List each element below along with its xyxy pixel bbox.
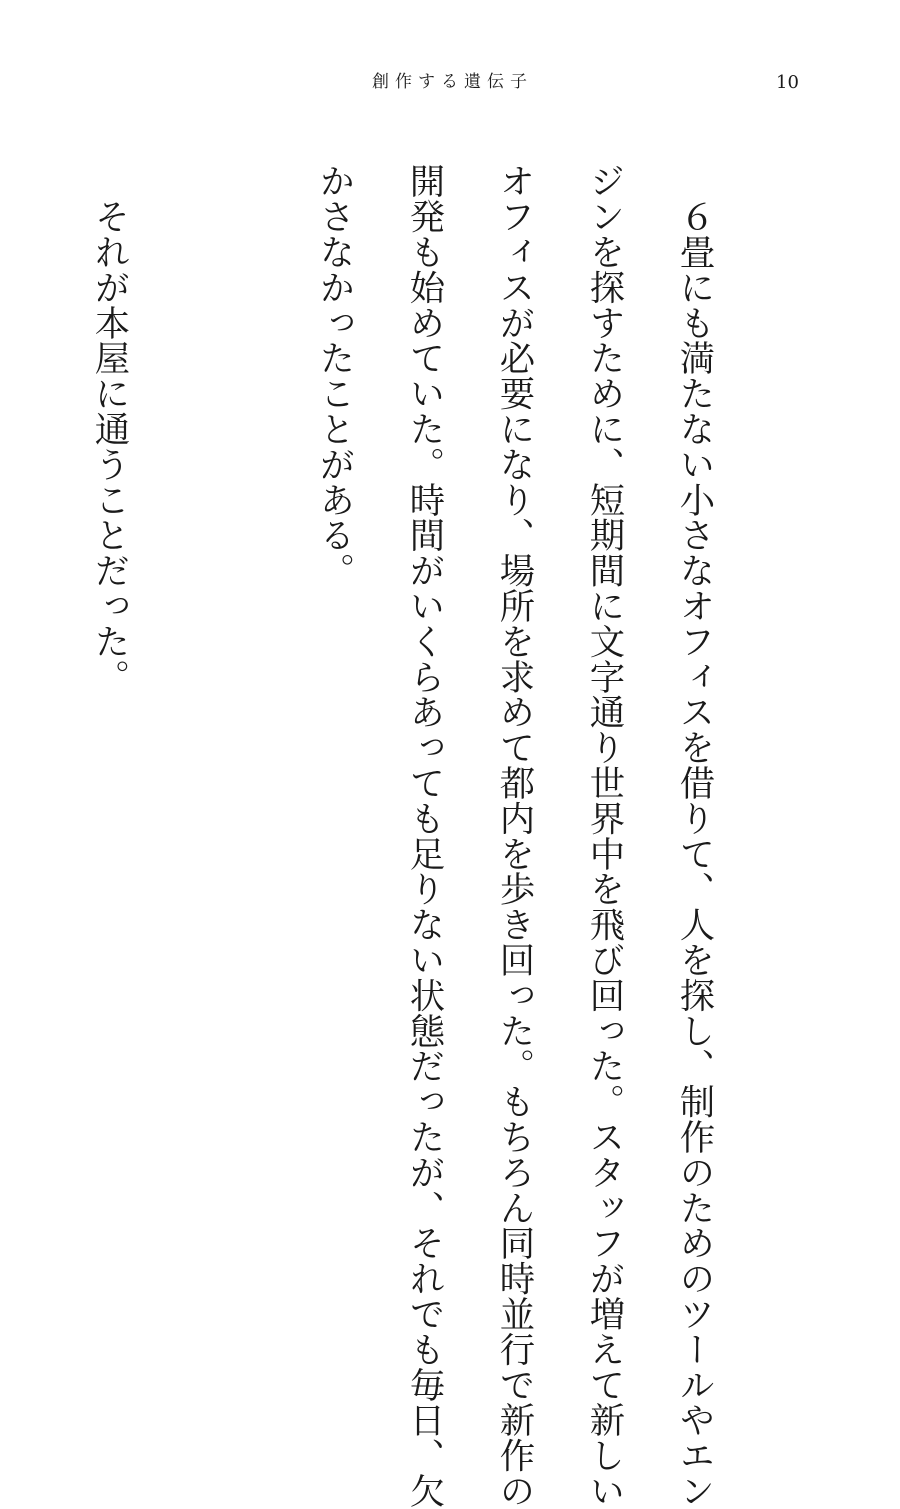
paragraph-1 — [267, 118, 762, 1509]
text-line: それが本屋に通うことだった。 — [89, 163, 130, 694]
running-header-title: 創作する遺伝子 — [372, 72, 533, 92]
text-line: 開発も始めていた。時間がいくらあっても足りない状態だったが、それでも毎日、欠 — [404, 163, 445, 1509]
text-line: ６畳にも満たない小さなオフィスを借りて、人を探し、制作のためのツールやエン — [674, 163, 715, 1509]
body-text — [0, 118, 852, 1509]
text-line: オフィスが必要になり、場所を求めて都内を歩き回った。もちろん同時並行で新作の — [494, 163, 535, 1509]
page-number: 10 — [776, 72, 799, 93]
text-line: かさなかったことがある。 — [314, 163, 355, 588]
text-line: ジンを探すために、短期間に文字通り世界中を飛び回った。スタッフが増えて新しい — [584, 163, 625, 1509]
paragraph-2 — [42, 118, 177, 1226]
